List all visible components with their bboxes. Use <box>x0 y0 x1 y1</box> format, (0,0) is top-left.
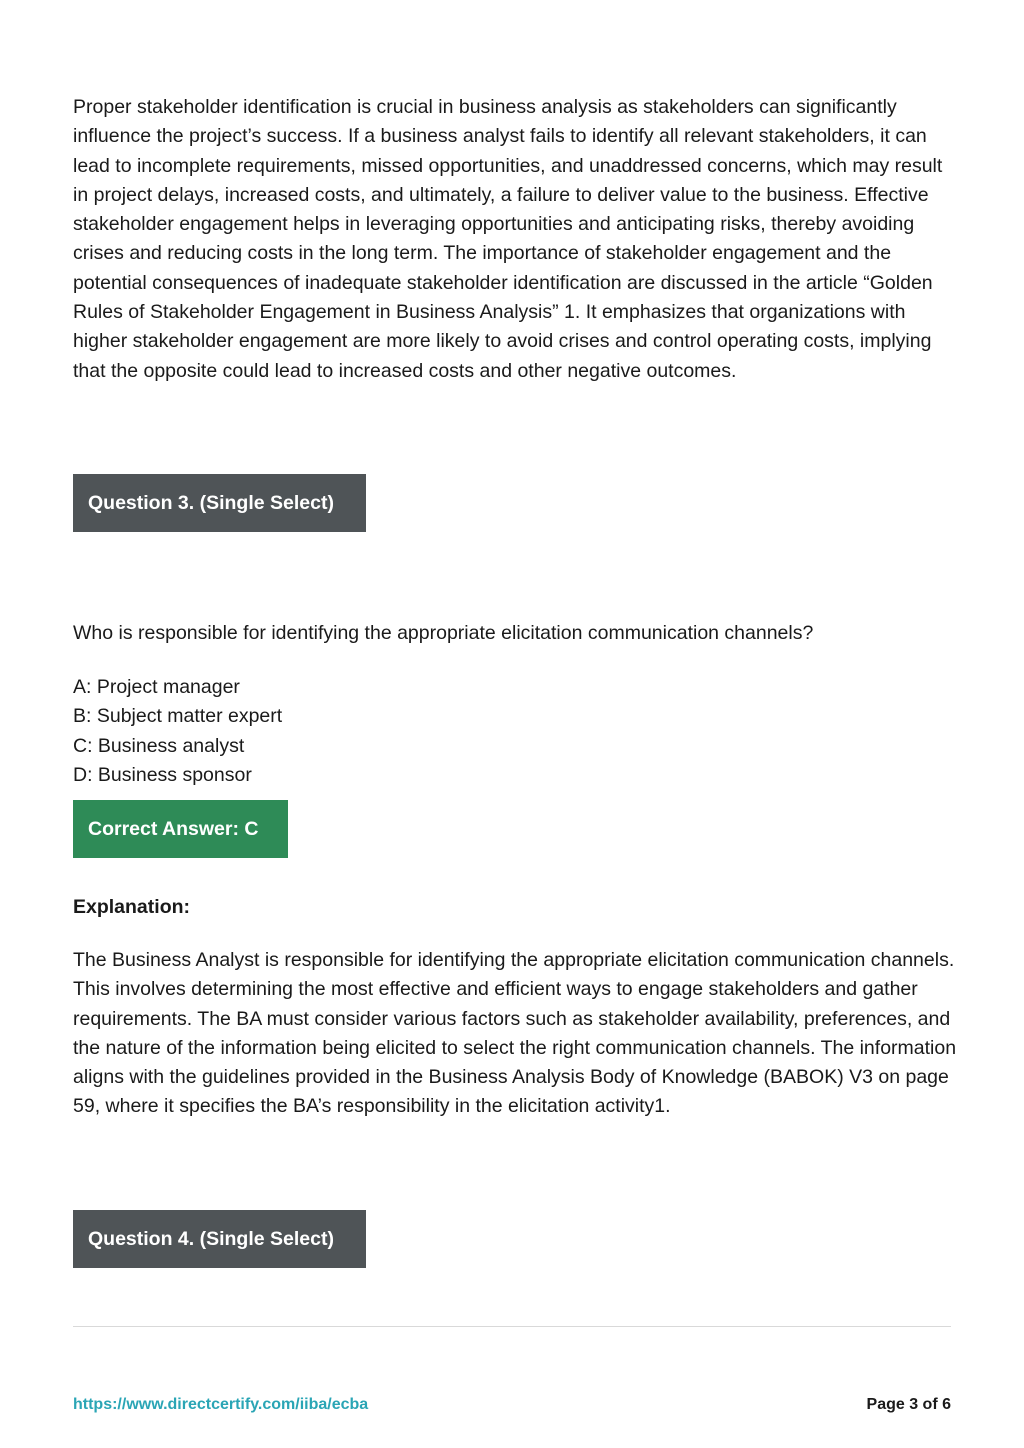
question-4-header: Question 4. (Single Select) <box>73 1210 366 1268</box>
option-d: D: Business sponsor <box>73 763 252 786</box>
correct-answer-badge: Correct Answer: C <box>73 800 288 858</box>
option-c: C: Business analyst <box>73 734 245 757</box>
answer-options-list <box>73 673 282 790</box>
footer-divider <box>73 1326 951 1327</box>
question-text: Who is responsible for identifying the appropriate elicitation communication channels? <box>73 622 814 644</box>
explanation-text: The Business Analyst is responsible for identifying the appropriate elicitation communication channels. This involves determining the most effective and efficient ways to engage stakeholders and gather requirements. The BA must consider various factors such as stakeholder availability, preferences, and the nature of the information being elicited to select the right communication channels. The information aligns with the guidelines provided in the Business Analysis Body of Knowledge (BABOK) V3 on page 59, where it specifies the BA’s responsibility in the elicitation activity1. <box>73 949 957 1118</box>
footer-url-link[interactable]: https://www.directcertify.com/iiba/ecba <box>73 1396 369 1413</box>
option-b: B: Subject matter expert <box>73 705 283 728</box>
question-3-header: Question 3. (Single Select) <box>73 474 366 532</box>
option-a: A: Project manager <box>73 676 240 698</box>
page-number: Page 3 of 6 <box>866 1396 951 1413</box>
explanation-heading: Explanation: <box>73 896 191 918</box>
intro-paragraph: Proper stakeholder identification is crucial in business analysis as stakeholders can significantly influence the project’s success. If a business analyst fails to identify all relevant stakeholders, it can lead to incomplete requirements, missed opportunities, and unaddressed concerns, which may result in project delays, increased costs, and ultimately, a failure to deliver value to the business. Effective stakeholder engagement helps in leveraging opportunities and anticipating risks, thereby avoiding crises and reducing costs in the long term. The importance of stakeholder engagement and the potential consequences of inadequate stakeholder identification are discussed in the article “Golden Rules of Stakeholder Engagement in Business Analysis” 1. It emphasizes that organizations with higher stakeholder engagement are more likely to avoid crises and control operating costs, implying that the opposite could lead to increased costs and other negative outcomes. <box>73 96 943 382</box>
